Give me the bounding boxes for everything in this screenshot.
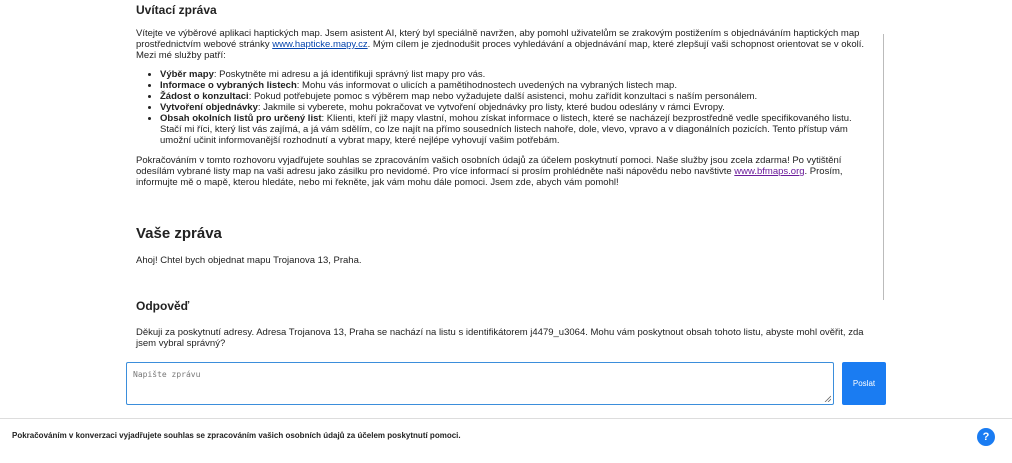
scrollbar[interactable]: [883, 34, 884, 300]
service-desc: : Klienti, kteří již mapy vlastní, mohou získat informace o listech, které se nacházejí bezprostředně vedle specifikovaného listu. Stačí mi říci, který list vás zajímá, a já vám sdělím, co lze najít na přímo sousedních listech nahoře, dole, vlevo, vpravo a v diagonálních pozicích. Tento přístup vám umožní učinit informovanější rozhodnutí a vybrat mapy, které nejlépe vyhovují vašim potřebám.: [160, 113, 852, 146]
service-item-map-selection: [160, 69, 871, 80]
services-list: [136, 69, 871, 146]
consent-text: Pokračováním v konverzaci vyjadřujete souhlas se zpracováním vašich osobních údajů za účelem poskytnutí pomoci.: [12, 431, 461, 440]
welcome-outro: [136, 155, 871, 188]
welcome-outro-text-end: . Prosím, informujte mě o mapě, kterou hledáte, nebo mi řekněte, jak vám mohu dále pomoci. Jsem zde, abych vám pomohl!: [136, 166, 843, 188]
message-composer: [126, 362, 834, 405]
hapticke-mapy-link[interactable]: www.hapticke.mapy.cz: [272, 39, 368, 50]
chat-content: [136, 0, 871, 349]
resize-grip-icon[interactable]: [824, 395, 831, 402]
service-name: Vytvoření objednávky: [160, 102, 258, 113]
service-desc: : Mohu vás informovat o ulicích a pamětihodnostech uvedených na vybraných listech map.: [296, 80, 677, 91]
help-icon[interactable]: ?: [977, 428, 995, 446]
service-item-neighbor-sheets: [160, 113, 871, 146]
service-item-order: [160, 102, 871, 113]
user-message-text: Ahoj! Chtel bych objednat mapu Trojanova 13, Praha.: [136, 255, 362, 266]
reply-title: Odpověď: [136, 299, 190, 313]
service-item-sheet-info: [160, 80, 871, 91]
message-input[interactable]: [127, 363, 833, 404]
service-name: Informace o vybraných listech: [160, 80, 297, 91]
service-item-consultation: [160, 91, 871, 102]
welcome-outro-text: Pokračováním v tomto rozhovoru vyjadřujete souhlas se zpracováním vašich osobních údajů za účelem poskytnutí pomoci. Naše služby jsou zcela zdarma! Po vytištění odesílám vybrané listy map na vaši adresu jako zásilku pro nevidomé. Pro více informací si prosím prohlédněte naši nápovědu nebo navštivte: [136, 155, 842, 177]
service-desc: : Pokud potřebujete pomoc s výběrem map nebo vyžadujete další asistenci, mohu zařídit konzultaci s naším personálem.: [248, 91, 758, 102]
service-name: Obsah okolních listů pro určený list: [160, 113, 322, 124]
consent-footer: [0, 418, 1012, 463]
send-button[interactable]: Poslat: [842, 362, 886, 405]
service-name: Výběr mapy: [160, 69, 214, 80]
service-desc: : Jakmile si vyberete, mohu pokračovat ve vytvoření objednávky pro listy, které budou odeslány v rámci Evropy.: [257, 102, 725, 113]
service-name: Žádost o konzultaci: [160, 91, 249, 102]
bfmaps-link[interactable]: www.bfmaps.org: [734, 166, 805, 177]
user-message-title: Vaše zpráva: [136, 225, 222, 242]
welcome-title: Uvítací zpráva: [136, 3, 217, 17]
welcome-intro-text-end: . Mým cílem je zjednodušit proces vyhledávání a objednávání map, které zlepšují vaši schopnost orientovat se v okolí. Mezi mé služby patří:: [136, 39, 864, 61]
welcome-intro: [136, 28, 871, 61]
service-desc: : Poskytněte mi adresu a já identifikuji správný list mapy pro vás.: [213, 69, 486, 80]
reply-text: Děkuji za poskytnutí adresy. Adresa Trojanova 13, Praha se nachází na listu s identifikátorem j4479_u3064. Mohu vám poskytnout obsah tohoto listu, abyste mohl ověřit, zda jsem vybral správný?: [136, 327, 864, 349]
welcome-intro-text: Vítejte ve výběrové aplikaci haptických map. Jsem asistent AI, který byl speciálně navržen, aby pomohl uživatelům se zrakovým postižením s objednáváním haptických map prostřednictvím webové stránky: [136, 28, 860, 50]
